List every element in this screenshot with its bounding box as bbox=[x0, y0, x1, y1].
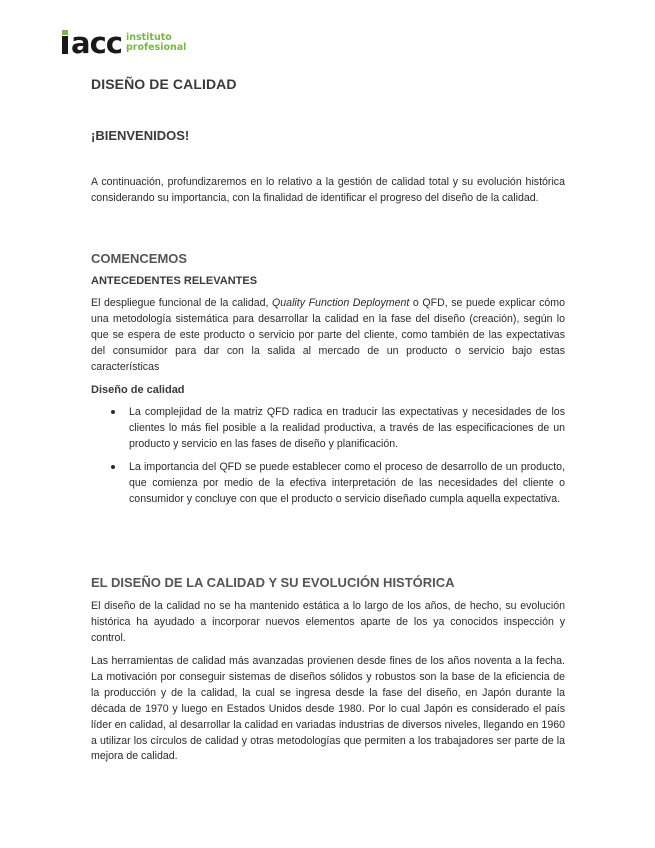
logo-subtitle bbox=[126, 33, 186, 54]
logo-i-glyph bbox=[62, 32, 68, 54]
evolution-paragraph-2: Las herramientas de calidad más avanzadas provienen desde fines de los años noventa a la fecha. La motivación por conseguir sistemas de diseños sólidos y robustos son la base de la eficiencia de la producción y de la calidad, la cual se ingresa desde la fase del diseño, en Japón durante la década de 1970 y luego en Estados Unidos desde 1980. Por lo cual Japón es considerado el país líder en calidad, al desarrollar la calidad en variadas industrias de diversos niveles, llegando en 1960 a utilizar los círculos de calidad y otras metodologías que permiten a los trabajadores ser parte de la mejora de calidad. bbox=[91, 655, 565, 763]
logo-i-dot bbox=[62, 30, 68, 35]
iacc-logo bbox=[62, 22, 187, 60]
antecedents-paragraph bbox=[91, 296, 565, 376]
antecedents-text-end: o QFD, se puede explicar cómo una metodología sistemática para desarrollar la calidad en la fase del diseño (creación), según lo que se espera de este producto o servicio por parte del cliente, como también de las expectativas del consumidor para dar con la salida al mercado de un producto o servicio bajo estas características bbox=[91, 297, 565, 373]
list-item-text: La importancia del QFD se puede establecer como el proceso de desarrollo de un producto, que comienza por medio de la efectiva interpretación de las necesidades del cliente o consumidor y concluye con que el producto o servicio diseñado cumpla aquella expectativa. bbox=[129, 460, 565, 505]
logo-line2: profesional bbox=[125, 42, 187, 53]
logo-mark bbox=[62, 24, 122, 60]
intro-paragraph: A continuación, profundizaremos en lo relativo a la gestión de calidad total y su evolución histórica considerando su importancia, con la finalidad de identificar el progreso del diseño de la calidad. bbox=[91, 176, 565, 204]
antecedents-text-italic: Quality Function Deployment bbox=[272, 297, 410, 309]
logo-letters: acc bbox=[71, 26, 122, 60]
logo-line1: instituto bbox=[125, 32, 172, 43]
list-item-text: La complejidad de la matriz QFD radica en traducir las expectativas y necesidades de los clientes lo más fiel posible a la realidad productiva, a través de las especificaciones de un producto y servicio en las fases de diseño y planificación. bbox=[129, 406, 565, 450]
list-item bbox=[91, 460, 565, 508]
welcome-heading: ¡BIENVENIDOS! bbox=[91, 128, 190, 143]
page-title: DISEÑO DE CALIDAD bbox=[91, 76, 237, 92]
quality-design-list bbox=[91, 405, 565, 514]
bullet-icon bbox=[111, 465, 115, 469]
antecedents-text-start: El despliegue funcional de la calidad, bbox=[91, 297, 273, 309]
evolution-paragraph-1: El diseño de la calidad no se ha mantenido estática a lo largo de los años, de hecho, su evolución histórica ha ayudado a incorporar nuevos elementos aparte de los ya conocidos inspección y control. bbox=[91, 600, 565, 644]
evolution-heading: EL DISEÑO DE LA CALIDAD Y SU EVOLUCIÓN HISTÓRICA bbox=[91, 575, 455, 590]
quality-design-heading: Diseño de calidad bbox=[91, 384, 185, 396]
logo-i-stem bbox=[62, 36, 68, 54]
bullet-icon bbox=[111, 410, 115, 414]
list-item bbox=[91, 405, 565, 453]
antecedents-heading: ANTECEDENTES RELEVANTES bbox=[91, 275, 258, 287]
start-heading: COMENCEMOS bbox=[91, 251, 188, 266]
